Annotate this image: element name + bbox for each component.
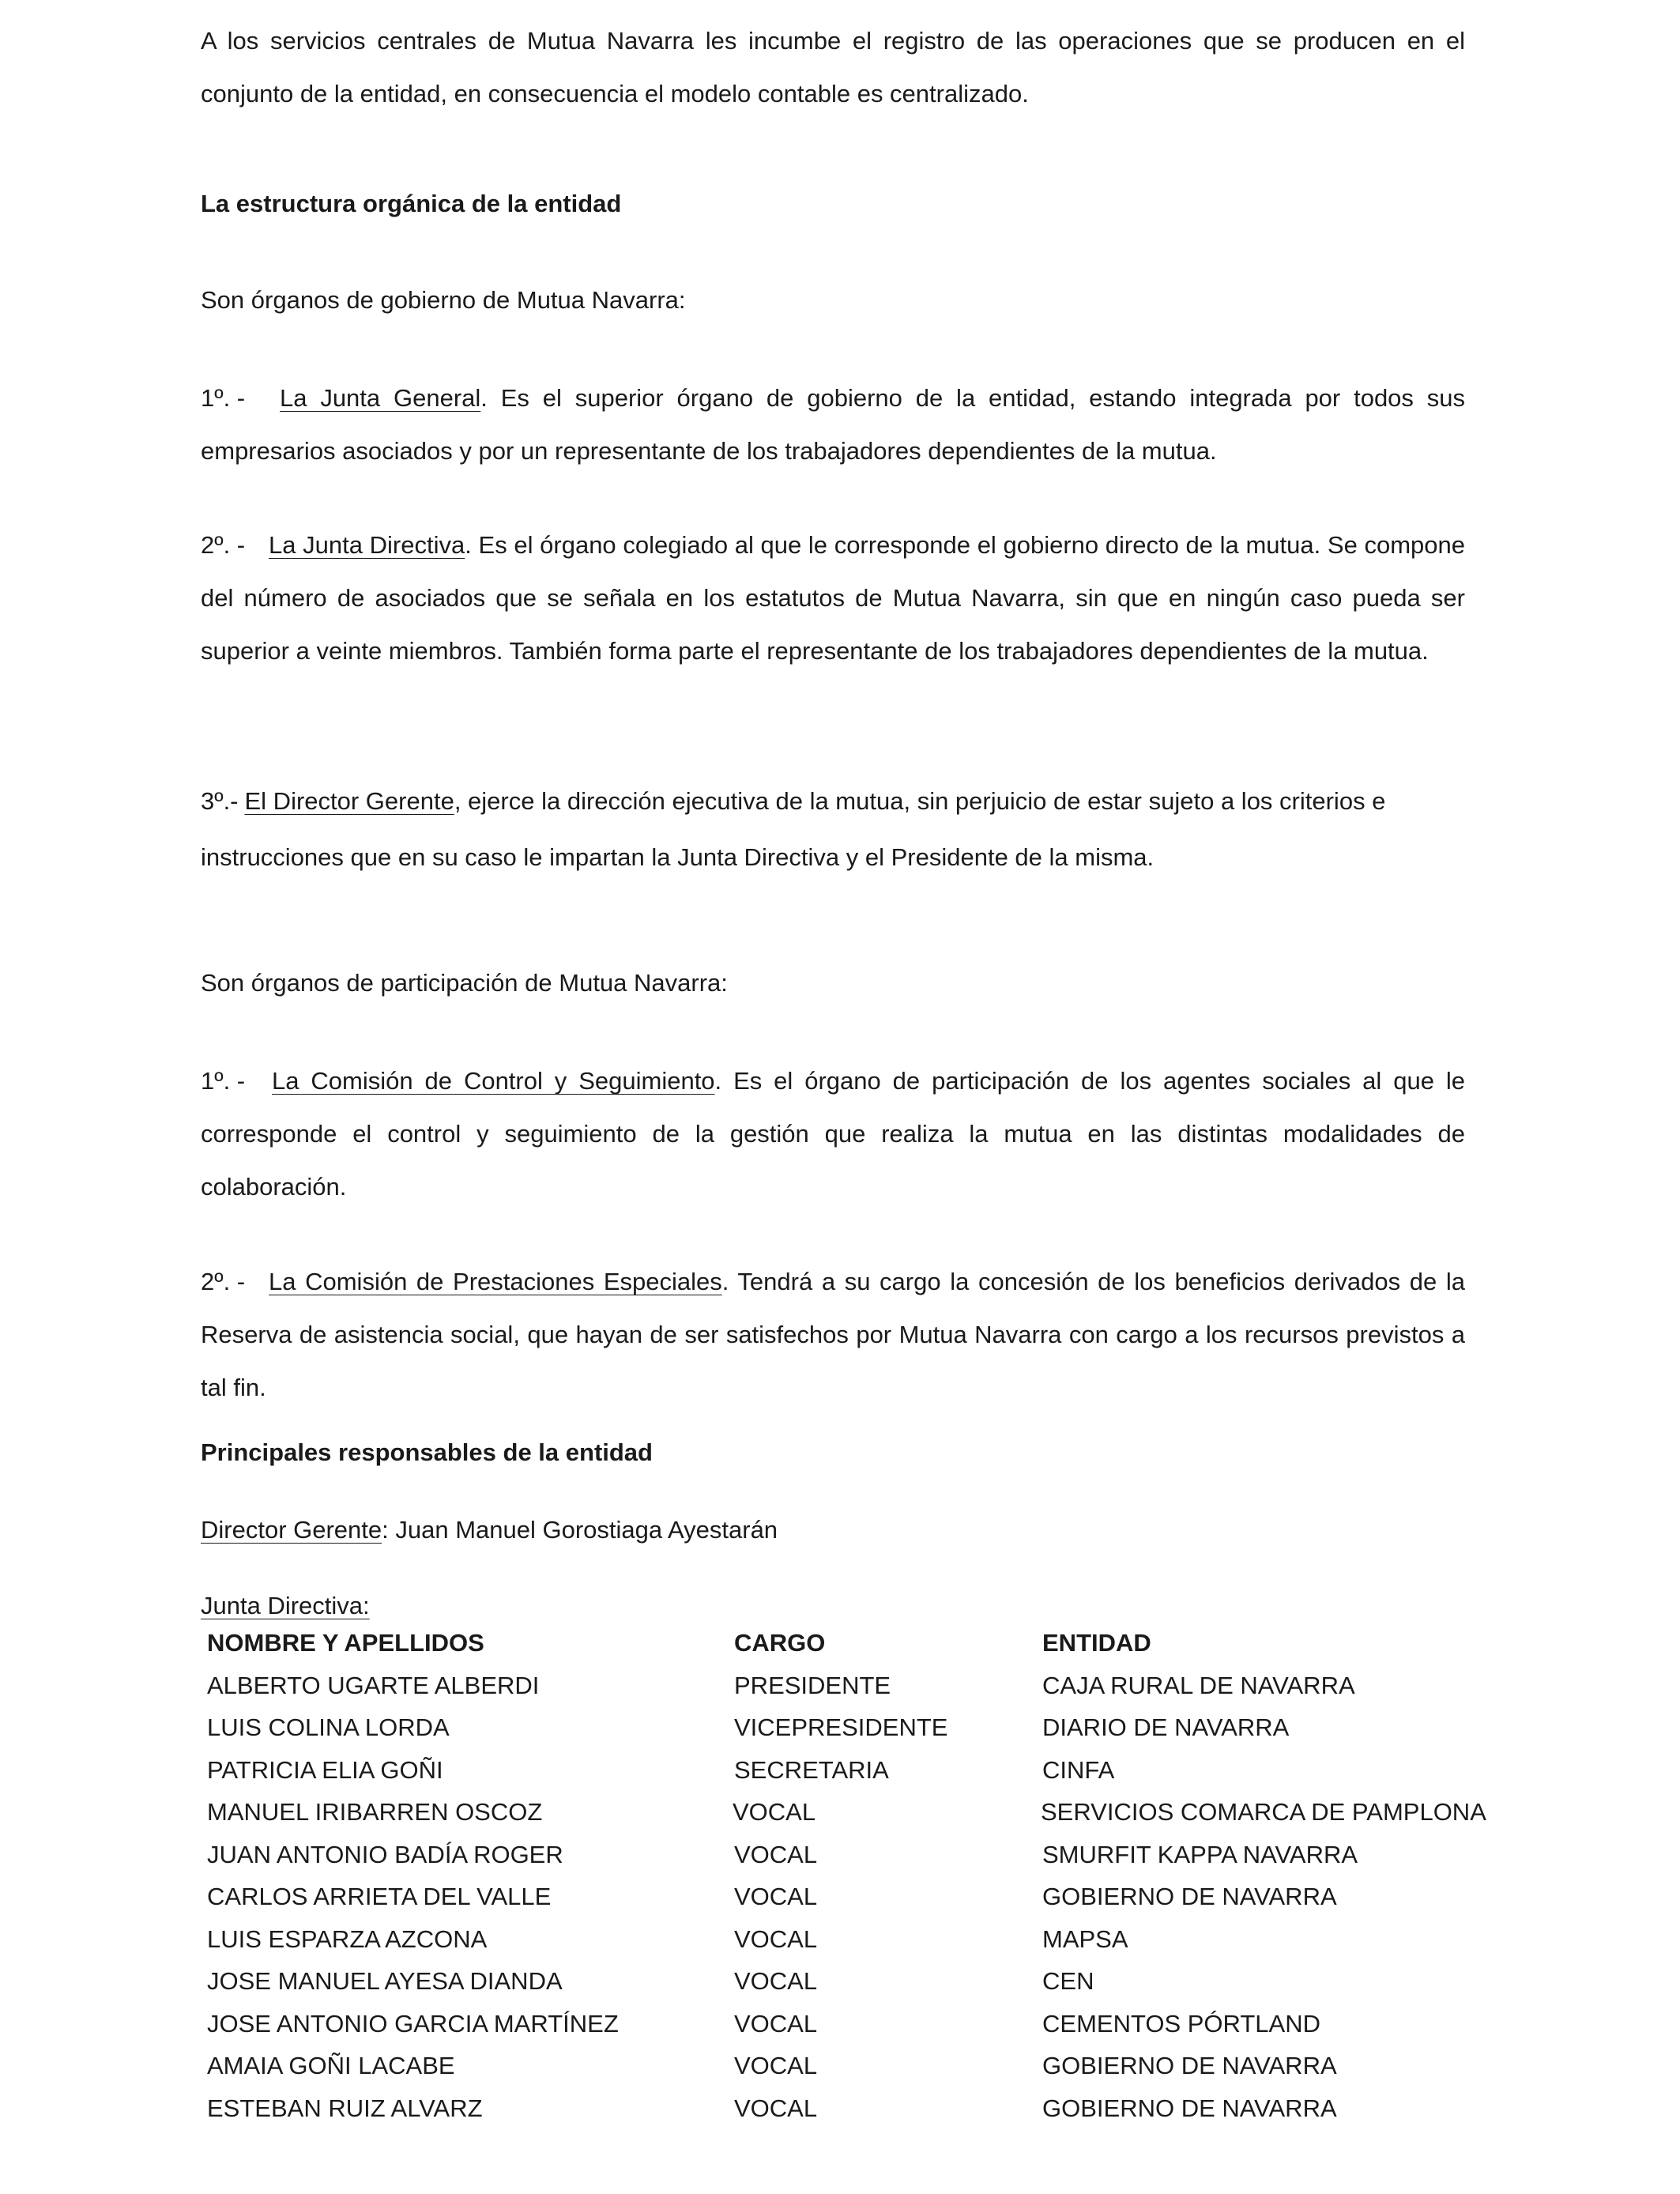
cell-cargo: VOCAL	[734, 2094, 818, 2122]
cell-cargo: VOCAL	[734, 2009, 818, 2038]
cell-entidad: SERVICIOS COMARCA DE PAMPLONA	[1041, 1798, 1486, 1826]
gov-item-number: 3º.-	[201, 787, 239, 815]
gov-item-term: El Director Gerente	[244, 787, 454, 815]
cell-nombre: ALBERTO UGARTE ALBERDI	[207, 1671, 540, 1699]
part-item-2	[201, 1255, 1465, 1414]
heading-responsables: Principales responsables de la entidad	[201, 1438, 653, 1466]
table-row	[207, 1918, 1487, 1961]
junta-label	[201, 1592, 1465, 1620]
cell-cargo: VICEPRESIDENTE	[734, 1713, 948, 1741]
cell-nombre: LUIS ESPARZA AZCONA	[207, 1924, 488, 1953]
cell-cargo: VOCAL	[733, 1798, 816, 1826]
cell-cargo: VOCAL	[734, 2052, 818, 2079]
part-item-text: . Es el órgano de participación de los agentes sociales al que le corresponde el control y seguimiento de la gestión que realiza la mutua en las distintas modalidades de colaboración.	[201, 1067, 1465, 1201]
cell-cargo: VOCAL	[734, 1840, 818, 1868]
header-entidad: ENTIDAD	[1042, 1629, 1151, 1657]
gov-item-1	[201, 371, 1465, 477]
table-row	[207, 1706, 1487, 1749]
cell-entidad: GOBIERNO DE NAVARRA	[1042, 1883, 1337, 1910]
heading-estructura: La estructura orgánica de la entidad	[201, 190, 622, 217]
table-row	[207, 1834, 1487, 1876]
part-item-text: . Tendrá a su cargo la concesión de los beneficios derivados de la Reserva de asistencia social, que hayan de ser satisfechos por Mutua Navarra con cargo a los recursos previstos a tal fin.	[201, 1268, 1465, 1401]
cell-nombre: AMAIA GOÑI LACABE	[207, 2052, 455, 2079]
director-line	[201, 1516, 1465, 1544]
cell-cargo: VOCAL	[734, 1924, 818, 1953]
gov-item-number: 1º. -	[201, 384, 246, 412]
cell-cargo: VOCAL	[734, 1883, 818, 1910]
director-name: : Juan Manuel Gorostiaga Ayestarán	[382, 1516, 778, 1544]
cell-nombre: LUIS COLINA LORDA	[207, 1713, 450, 1741]
gov-item-number: 2º. -	[201, 531, 246, 559]
cell-entidad: CAJA RURAL DE NAVARRA	[1042, 1671, 1355, 1699]
gov-intro: Son órganos de gobierno de Mutua Navarra:	[201, 286, 686, 314]
cell-nombre: PATRICIA ELIA GOÑI	[207, 1755, 443, 1784]
gov-item-3	[201, 773, 1481, 885]
cell-cargo: VOCAL	[734, 1967, 818, 1995]
cell-entidad: CINFA	[1042, 1755, 1115, 1784]
table-row	[207, 2087, 1487, 2130]
gov-item-term: La Junta Directiva	[269, 531, 465, 559]
table-row	[207, 1875, 1487, 1918]
part-intro: Son órganos de participación de Mutua Navarra:	[201, 969, 728, 997]
junta-table	[207, 1622, 1487, 2129]
cell-cargo: SECRETARIA	[734, 1755, 889, 1784]
header-nombre: NOMBRE Y APELLIDOS	[207, 1629, 484, 1657]
cell-nombre: ESTEBAN RUIZ ALVARZ	[207, 2094, 483, 2122]
director-label: Director Gerente	[201, 1516, 382, 1544]
cell-nombre: MANUEL IRIBARREN OSCOZ	[207, 1798, 543, 1826]
gov-item-text: . Es el órgano colegiado al que le corresponde el gobierno directo de la mutua. Se compone del número de asociados que se señala en los estatutos de Mutua Navarra, sin que en ningún caso pueda ser superior a veinte miembros. También forma parte el representante de los trabajadores dependientes de la mutua.	[201, 531, 1465, 665]
table-row	[207, 2045, 1487, 2087]
junta-label-text: Junta Directiva:	[201, 1592, 370, 1619]
gov-item-2	[201, 518, 1465, 677]
cell-entidad: GOBIERNO DE NAVARRA	[1042, 2094, 1337, 2122]
part-item-number: 1º. -	[201, 1067, 246, 1095]
cell-entidad: CEN	[1042, 1967, 1094, 1995]
table-row	[207, 1791, 1487, 1834]
part-item-term: La Comisión de Prestaciones Especiales	[269, 1268, 722, 1295]
gov-item-text: . Es el superior órgano de gobierno de la entidad, estando integrada por todos sus empresarios asociados y por un representante de los trabajadores dependientes de la mutua.	[201, 384, 1465, 465]
header-cargo: CARGO	[734, 1629, 826, 1657]
part-item-1	[201, 1054, 1465, 1213]
intro-paragraph: A los servicios centrales de Mutua Navarra les incumbe el registro de las operaciones que se producen en el conjunto de la entidad, en consecuencia el modelo contable es centralizado.	[201, 27, 1465, 107]
table-row	[207, 1749, 1487, 1792]
part-item-number: 2º. -	[201, 1268, 246, 1295]
gov-item-text: , ejerce la dirección ejecutiva de la mutua, sin perjuicio de estar sujeto a los criterios e instrucciones que en su caso le impartan la Junta Directiva y el Presidente de la misma.	[201, 787, 1386, 871]
cell-nombre: JUAN ANTONIO BADÍA ROGER	[207, 1840, 563, 1868]
cell-cargo: PRESIDENTE	[734, 1671, 891, 1699]
cell-entidad: DIARIO DE NAVARRA	[1042, 1713, 1290, 1741]
gov-item-term: La Junta General	[280, 384, 481, 412]
cell-entidad: CEMENTOS PÓRTLAND	[1042, 2009, 1320, 2038]
table-header-row	[207, 1622, 1487, 1664]
cell-entidad: MAPSA	[1042, 1924, 1128, 1953]
table-row	[207, 1664, 1487, 1707]
part-item-term: La Comisión de Control y Seguimiento	[272, 1067, 715, 1095]
cell-entidad: SMURFIT KAPPA NAVARRA	[1042, 1840, 1358, 1868]
cell-nombre: JOSE ANTONIO GARCIA MARTÍNEZ	[207, 2009, 619, 2038]
cell-entidad: GOBIERNO DE NAVARRA	[1042, 2052, 1337, 2079]
table-row	[207, 1960, 1487, 2003]
table-row	[207, 2003, 1487, 2045]
cell-nombre: CARLOS ARRIETA DEL VALLE	[207, 1883, 552, 1910]
cell-nombre: JOSE MANUEL AYESA DIANDA	[207, 1967, 563, 1995]
